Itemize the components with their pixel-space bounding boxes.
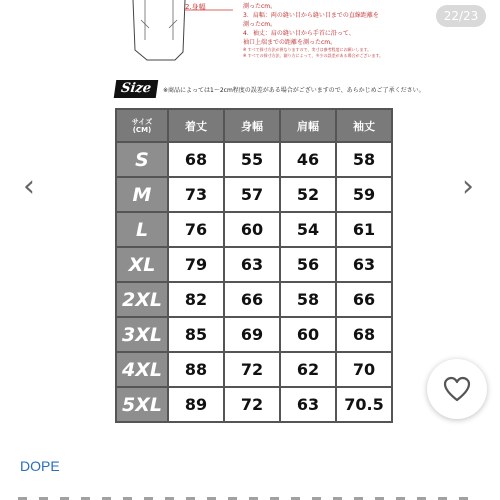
table-row	[117, 318, 391, 351]
truncated-description	[18, 490, 488, 500]
size-header	[115, 80, 425, 100]
instruction-line: 測ったcm。	[243, 3, 277, 10]
size-label: 2XL	[117, 283, 167, 316]
table-cell: 54	[281, 213, 335, 246]
table-cell: 82	[169, 283, 223, 316]
table-cell: 60	[281, 318, 335, 351]
table-cell: 59	[337, 178, 391, 211]
instruction-line: ※ すべての採寸方法、測り方によって、多少の誤差がある場合がございます。	[243, 53, 384, 58]
table-row	[117, 248, 391, 281]
table-cell: 68	[169, 143, 223, 176]
measure-label: 2.身幅	[185, 3, 206, 11]
column-header-sleeve: 袖丈	[337, 110, 391, 141]
table-cell: 63	[337, 248, 391, 281]
like-button[interactable]	[427, 359, 487, 419]
table-row	[117, 283, 391, 316]
table-cell: 73	[169, 178, 223, 211]
table-row	[117, 178, 391, 211]
next-image-button[interactable]	[456, 169, 480, 204]
measure-instructions	[243, 2, 393, 59]
table-row	[117, 143, 391, 176]
instruction-line: 4．袖丈：肩の縫い目から手首に沿って、	[243, 30, 355, 37]
table-cell: 58	[337, 143, 391, 176]
size-note: ※商品によっては1～2cm程度の誤差がある場合がございますので、あらかじめご了承ください。	[163, 87, 425, 94]
table-cell: 55	[225, 143, 279, 176]
instruction-line: ※ すべて採寸方法が異なりますので、実寸は参考程度にお願いします。	[243, 47, 372, 52]
column-header-width: 身幅	[225, 110, 279, 141]
table-cell: 58	[281, 283, 335, 316]
table-row	[117, 388, 391, 421]
table-row	[117, 353, 391, 386]
chevron-right-icon: ›	[462, 169, 474, 204]
table-cell: 56	[281, 248, 335, 281]
table-cell: 76	[169, 213, 223, 246]
table-cell: 66	[337, 283, 391, 316]
table-cell: 70	[337, 353, 391, 386]
size-label: M	[117, 178, 167, 211]
size-label: L	[117, 213, 167, 246]
table-cell: 66	[225, 283, 279, 316]
prev-image-button[interactable]	[17, 169, 41, 204]
table-cell: 57	[225, 178, 279, 211]
column-header-shoulder: 肩幅	[281, 110, 335, 141]
table-row	[117, 213, 391, 246]
table-cell: 63	[225, 248, 279, 281]
instruction-line: 測ったcm。	[243, 21, 277, 28]
size-badge: Size	[114, 80, 159, 98]
table-cell: 69	[225, 318, 279, 351]
table-cell: 52	[281, 178, 335, 211]
table-cell: 68	[337, 318, 391, 351]
size-label: S	[117, 143, 167, 176]
table-cell: 79	[169, 248, 223, 281]
instruction-line: 3．肩幅：両の縫い目から縫い目までの直線距離を	[243, 12, 379, 19]
size-table	[115, 108, 393, 423]
size-unit-header: サイズ (CM)	[117, 110, 167, 141]
table-cell: 62	[281, 353, 335, 386]
size-label: 5XL	[117, 388, 167, 421]
table-header-row	[117, 110, 391, 141]
instruction-line: 袖口上端までの距離を測ったcm。	[243, 39, 337, 46]
table-cell: 60	[225, 213, 279, 246]
image-counter: 22/23	[436, 5, 486, 27]
size-label: 3XL	[117, 318, 167, 351]
table-cell: 89	[169, 388, 223, 421]
table-cell: 72	[225, 388, 279, 421]
table-cell: 85	[169, 318, 223, 351]
table-cell: 46	[281, 143, 335, 176]
brand-link[interactable]: DOPE	[20, 458, 60, 474]
size-label: XL	[117, 248, 167, 281]
table-cell: 72	[225, 353, 279, 386]
size-label: 4XL	[117, 353, 167, 386]
chevron-left-icon: ‹	[23, 169, 35, 204]
table-cell: 70.5	[337, 388, 391, 421]
heart-icon	[442, 375, 472, 403]
column-header-length: 着丈	[169, 110, 223, 141]
table-cell: 61	[337, 213, 391, 246]
table-cell: 88	[169, 353, 223, 386]
table-cell: 63	[281, 388, 335, 421]
